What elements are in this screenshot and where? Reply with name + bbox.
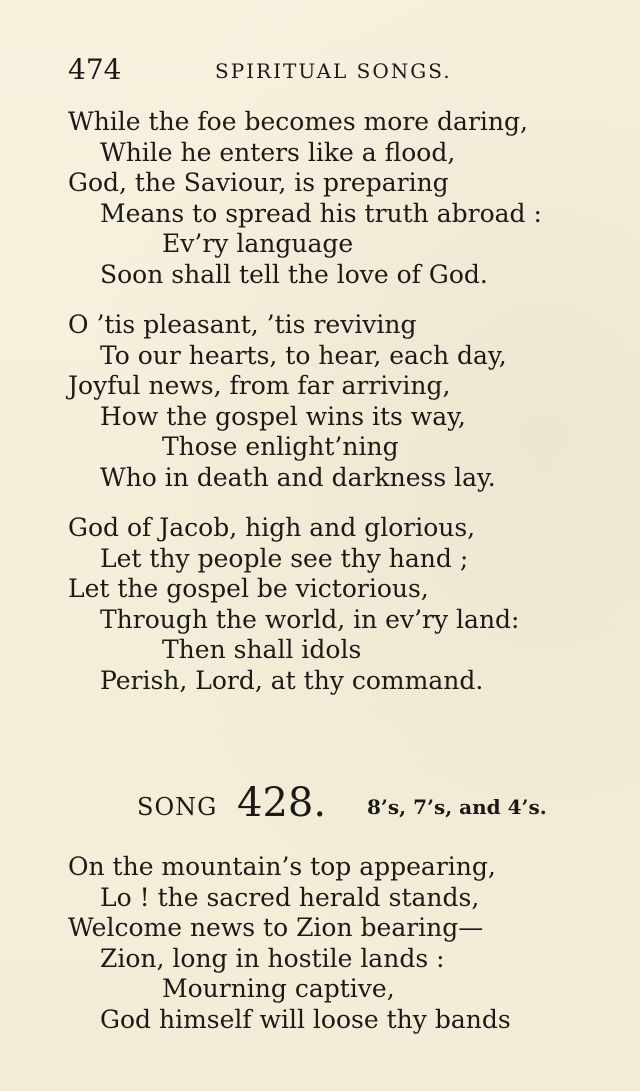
song-number: 428. xyxy=(237,780,327,826)
verse-line: Perish, Lord, at thy command. xyxy=(100,665,484,695)
verse-line: God himself will loose thy bands xyxy=(100,1004,511,1034)
song-meter: 8’s, 7’s, and 4’s. xyxy=(367,795,547,819)
verse-line: Joyful news, from far arriving, xyxy=(68,371,451,400)
stanza-3 xyxy=(68,513,588,696)
stanza-2 xyxy=(68,310,588,493)
verse-line: O ’tis pleasant, ’tis reviving xyxy=(68,310,417,339)
verse-line: God, the Saviour, is preparing xyxy=(68,168,449,197)
verse-line: Through the world, in ev’ry land: xyxy=(100,604,520,634)
verse-line: Lo ! the sacred herald stands, xyxy=(100,882,480,912)
running-head: SPIRITUAL SONGS. xyxy=(215,59,452,83)
verse-line: Ev’ry language xyxy=(162,229,354,258)
verse-line: While he enters like a flood, xyxy=(100,137,456,167)
verse-line: God of Jacob, high and glorious, xyxy=(68,513,476,542)
verse-line: Those enlight’ning xyxy=(162,432,399,461)
page-header xyxy=(68,52,488,88)
verse-line: Let thy people see thy hand ; xyxy=(100,543,469,573)
song-428-stanza-1 xyxy=(68,852,588,1035)
verse-line: On the mountain’s top appearing, xyxy=(68,852,496,881)
stanza-1 xyxy=(68,107,588,290)
verse-line: Then shall idols xyxy=(162,635,362,664)
verse-line: Zion, long in hostile lands : xyxy=(100,943,445,973)
verse-line: Welcome news to Zion bearing— xyxy=(68,913,484,942)
verse-line: Mourning captive, xyxy=(162,974,395,1003)
verse-line: Soon shall tell the love of God. xyxy=(100,259,488,289)
verse-line: Who in death and darkness lay. xyxy=(100,462,496,492)
verse-line: While the foe becomes more daring, xyxy=(68,107,528,136)
verse-line: Let the gospel be victorious, xyxy=(68,574,429,603)
verse-line: How the gospel wins its way, xyxy=(100,401,466,431)
verse-line: To our hearts, to hear, each day, xyxy=(100,340,507,370)
song-heading xyxy=(137,778,567,828)
page-number: 474 xyxy=(68,53,122,86)
verse-line: Means to spread his truth abroad : xyxy=(100,198,542,228)
song-label: SONG xyxy=(137,793,218,821)
